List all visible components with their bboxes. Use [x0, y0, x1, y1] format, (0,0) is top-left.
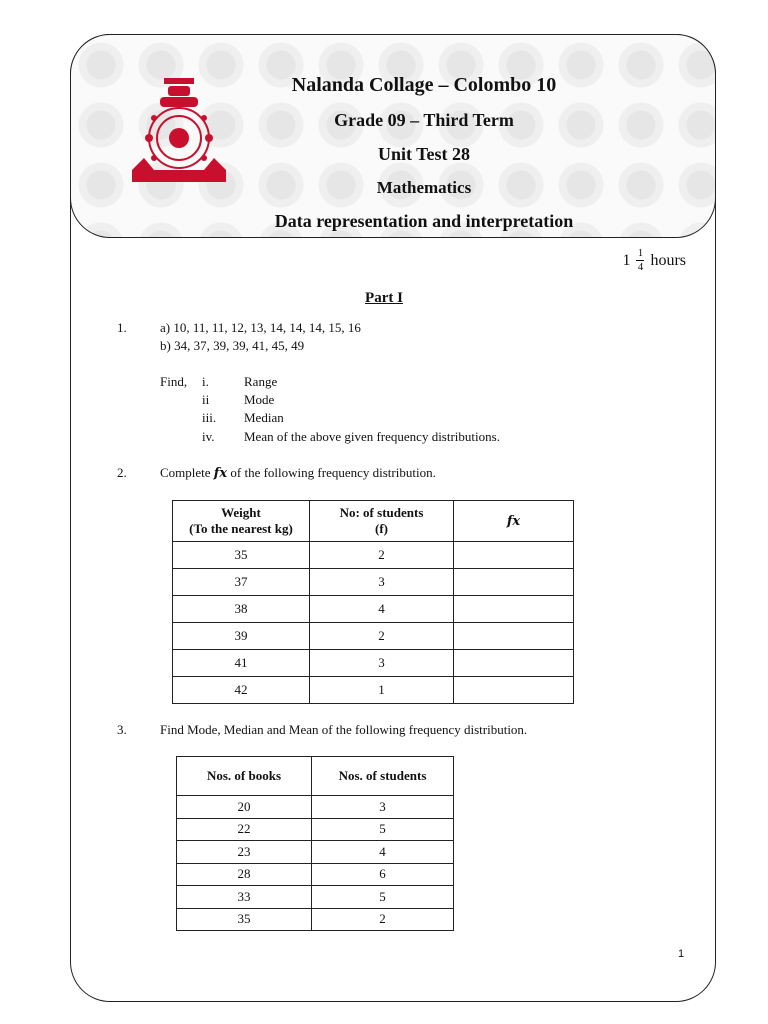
- test-title: Unit Test 28: [377, 144, 471, 164]
- school-name: Nalanda Collage – Colombo 10: [291, 74, 557, 96]
- weight-frequency-table: [172, 500, 574, 704]
- q3-number: 3.: [117, 722, 127, 737]
- q1-a: a) 10, 11, 11, 12, 13, 14, 14, 14, 15, 16: [160, 320, 361, 335]
- table-header-row: [173, 501, 574, 542]
- q1-roman: i.: [202, 374, 209, 389]
- weight-header: Weight (To the nearest kg): [173, 501, 310, 542]
- q2-text: Complete fx of the following frequency distribution.: [160, 465, 436, 481]
- fx-cell[interactable]: [454, 623, 574, 650]
- fx-cell[interactable]: [454, 677, 574, 704]
- table-row: 20 3: [177, 796, 454, 819]
- duration: [622, 248, 686, 273]
- table-row: 37 3: [173, 569, 574, 596]
- duration-whole: 1: [622, 251, 631, 269]
- q1-b: b) 34, 37, 39, 39, 41, 45, 49: [160, 338, 305, 353]
- q3-text: Find Mode, Median and Mean of the following frequency distribution.: [160, 722, 528, 737]
- books-header: Nos. of books: [177, 757, 312, 796]
- topic-title: Data representation and interpretation: [274, 211, 574, 231]
- q1-roman: iii.: [202, 410, 217, 425]
- fx-cell[interactable]: [454, 542, 574, 569]
- table-row: 35 2: [177, 908, 454, 931]
- fx-header: fx: [454, 501, 574, 542]
- fx-cell[interactable]: [454, 596, 574, 623]
- part-title: Part I: [365, 290, 403, 306]
- table-row: 38 4: [173, 596, 574, 623]
- table-row: 28 6: [177, 863, 454, 886]
- table-row: 41 3: [173, 650, 574, 677]
- fx-cell[interactable]: [454, 650, 574, 677]
- students-header: Nos. of students: [312, 757, 454, 796]
- q1-roman: iv.: [202, 429, 215, 444]
- q1-roman: ii: [202, 392, 210, 407]
- table-row: 22 5: [177, 818, 454, 841]
- q1-item: Median: [244, 410, 284, 425]
- q1-item: Range: [244, 374, 278, 389]
- table-row: 35 2: [173, 542, 574, 569]
- table-row: 39 2: [173, 623, 574, 650]
- page-number: 1: [678, 948, 685, 960]
- q1-number: 1.: [117, 320, 127, 335]
- q2-number: 2.: [117, 465, 127, 480]
- q1-item: Mode: [244, 392, 275, 407]
- grade-term: Grade 09 – Third Term: [334, 110, 514, 130]
- books-frequency-table: [176, 756, 454, 931]
- table-row: 23 4: [177, 841, 454, 864]
- q1-find-label: Find,: [160, 374, 188, 389]
- table-row: 42 1: [173, 677, 574, 704]
- subject: Mathematics: [376, 178, 472, 197]
- students-header: No: of students (f): [310, 501, 454, 542]
- q1-item: Mean of the above given frequency distributions.: [244, 429, 500, 444]
- fx-cell[interactable]: [454, 569, 574, 596]
- table-row: 33 5: [177, 886, 454, 909]
- duration-fraction: $\frac{1}{4}$: [637, 247, 644, 273]
- table-header-row: [177, 757, 454, 796]
- duration-unit: hours: [650, 251, 686, 269]
